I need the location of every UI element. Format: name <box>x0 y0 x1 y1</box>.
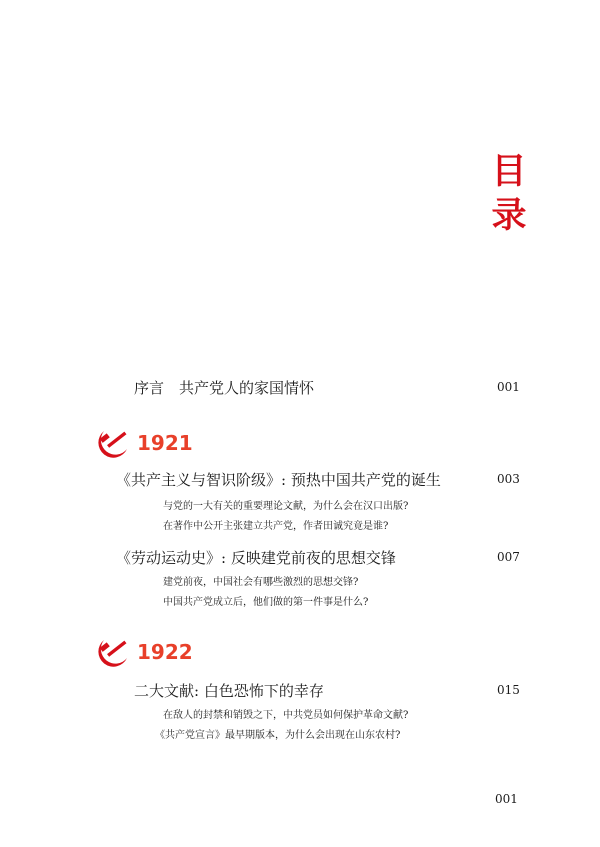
entry-title: 序言 共产党人的家国情怀 <box>134 379 315 397</box>
toc-heading-char-2: 录 <box>491 196 527 236</box>
entry-page-number: 007 <box>497 550 520 564</box>
entry-page-number: 003 <box>497 472 520 486</box>
page-number: 001 <box>495 792 518 806</box>
hammer-sickle-icon <box>95 425 131 461</box>
entry-question: 在著作中公开主张建立共产党，作者田诚究竟是谁? <box>163 521 389 532</box>
entry-question: 在敌人的封禁和销毁之下，中共党员如何保护革命文献? <box>163 710 409 721</box>
year-label: 1921 <box>137 431 193 455</box>
entry-question: 与党的一大有关的重要理论文献，为什么会在汉口出版? <box>163 501 409 512</box>
year-heading-1921 <box>95 425 193 461</box>
toc-heading <box>489 150 529 238</box>
toc-heading-char-1: 目 <box>491 152 527 192</box>
year-heading-1922 <box>95 634 193 670</box>
entry-title: 《劳动运动史》: 反映建党前夜的思想交锋 <box>116 549 396 567</box>
hammer-sickle-icon <box>95 634 131 670</box>
year-label: 1922 <box>137 640 193 664</box>
entry-title: 《共产主义与智识阶级》: 预热中国共产党的诞生 <box>116 471 441 489</box>
entry-question: 《共产党宣言》最早期版本，为什么会出现在山东农村? <box>155 730 401 741</box>
entry-question: 建党前夜，中国社会有哪些激烈的思想交锋? <box>163 577 359 588</box>
entry-page-number: 015 <box>497 683 520 697</box>
entry-question: 中国共产党成立后，他们做的第一件事是什么? <box>163 597 369 608</box>
entry-page-number: 001 <box>497 380 520 394</box>
entry-title: 二大文献: 白色恐怖下的幸存 <box>134 682 324 700</box>
